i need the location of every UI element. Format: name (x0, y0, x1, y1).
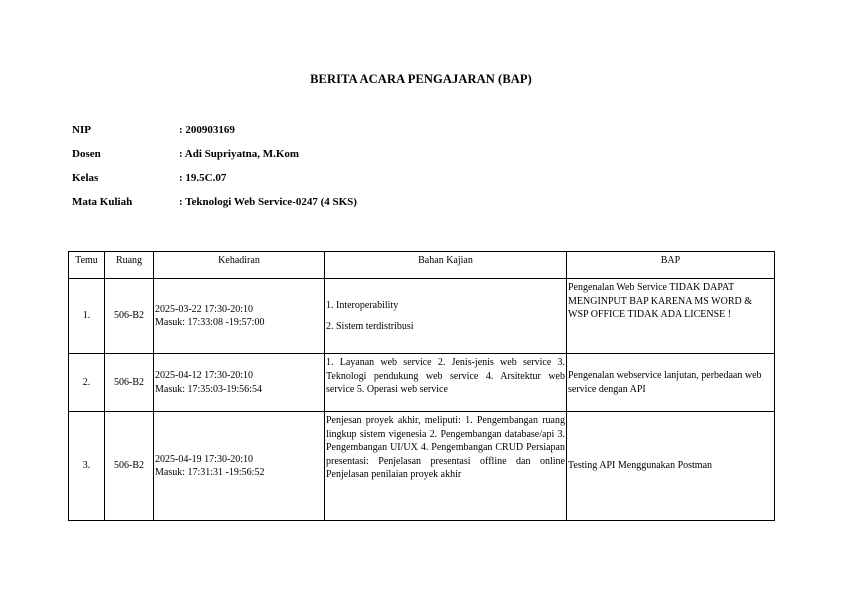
table-row (69, 279, 775, 354)
info-value: : 200903169 (179, 124, 235, 136)
info-value: : Adi Supriyatna, M.Kom (179, 148, 300, 160)
cell-bap: Pengenalan webservice lanjutan, perbedaan web service dengan API (567, 354, 775, 412)
cell-bahan-kajian: Penjesan proyek akhir, meliputi: 1. Pengembangan ruang lingkup sistem vigenesia 2. Pengembangan database/api 3. Pengembangan UI/UX 4. Pengembangan CRUD Persiapan presentasi: Penjelasan presentasi offline dan online Penjelasan penilaian proyek akhir (325, 412, 567, 521)
bahan-item: 1. Interoperability (326, 299, 399, 311)
document-title: BERITA ACARA PENGAJARAN (BAP) (310, 72, 532, 86)
cell-kehadiran (154, 279, 325, 354)
header-ruang: Ruang (105, 252, 154, 279)
header-bahan-kajian: Bahan Kajian (325, 252, 567, 279)
kehadiran-jadwal: 2025-04-19 17:30-20:10 (155, 453, 254, 465)
cell-kehadiran (154, 412, 325, 521)
info-value: : Teknologi Web Service-0247 (4 SKS) (179, 196, 357, 208)
cell-bap: Pengenalan Web Service TIDAK DAPAT MENGINPUT BAP KARENA MS WORD & WSP OFFICE TIDAK ADA LICENSE ! (567, 279, 775, 354)
cell-kehadiran (154, 354, 325, 412)
kehadiran-jadwal: 2025-03-22 17:30-20:10 (155, 303, 254, 315)
table-row (69, 354, 775, 412)
header-temu: Temu (69, 252, 105, 279)
cell-ruang: 506-B2 (105, 412, 154, 521)
kehadiran-masuk: Masuk: 17:33:08 -19:57:00 (155, 317, 265, 328)
cell-bap: Testing API Menggunakan Postman (567, 412, 775, 521)
cell-ruang: 506-B2 (105, 354, 154, 412)
info-label: Kelas (72, 172, 99, 184)
bahan-item: 2. Sistem terdistribusi (326, 321, 414, 332)
info-label: Dosen (72, 148, 101, 160)
info-label: NIP (72, 124, 91, 136)
cell-temu: 3. (69, 412, 105, 521)
header-kehadiran: Kehadiran (154, 252, 325, 279)
info-value: : 19.5C.07 (179, 172, 227, 184)
cell-temu: 1. (69, 279, 105, 354)
kehadiran-masuk: Masuk: 17:31:31 -19:56:52 (155, 467, 265, 478)
bap-table (68, 251, 775, 521)
kehadiran-masuk: Masuk: 17:35:03-19:56:54 (155, 383, 262, 395)
cell-ruang: 506-B2 (105, 279, 154, 354)
cell-bahan-kajian (325, 279, 567, 354)
cell-bahan-kajian: 1. Layanan web service 2. Jenis-jenis web service 3. Teknologi pendukung web service 4. Arsitektur web service 5. Operasi web service (325, 354, 567, 412)
cell-temu: 2. (69, 354, 105, 412)
header-bap: BAP (567, 252, 775, 279)
table-row (69, 412, 775, 521)
table-header-row (69, 252, 775, 279)
kehadiran-jadwal: 2025-04-12 17:30-20:10 (155, 370, 254, 381)
info-label: Mata Kuliah (72, 196, 133, 208)
